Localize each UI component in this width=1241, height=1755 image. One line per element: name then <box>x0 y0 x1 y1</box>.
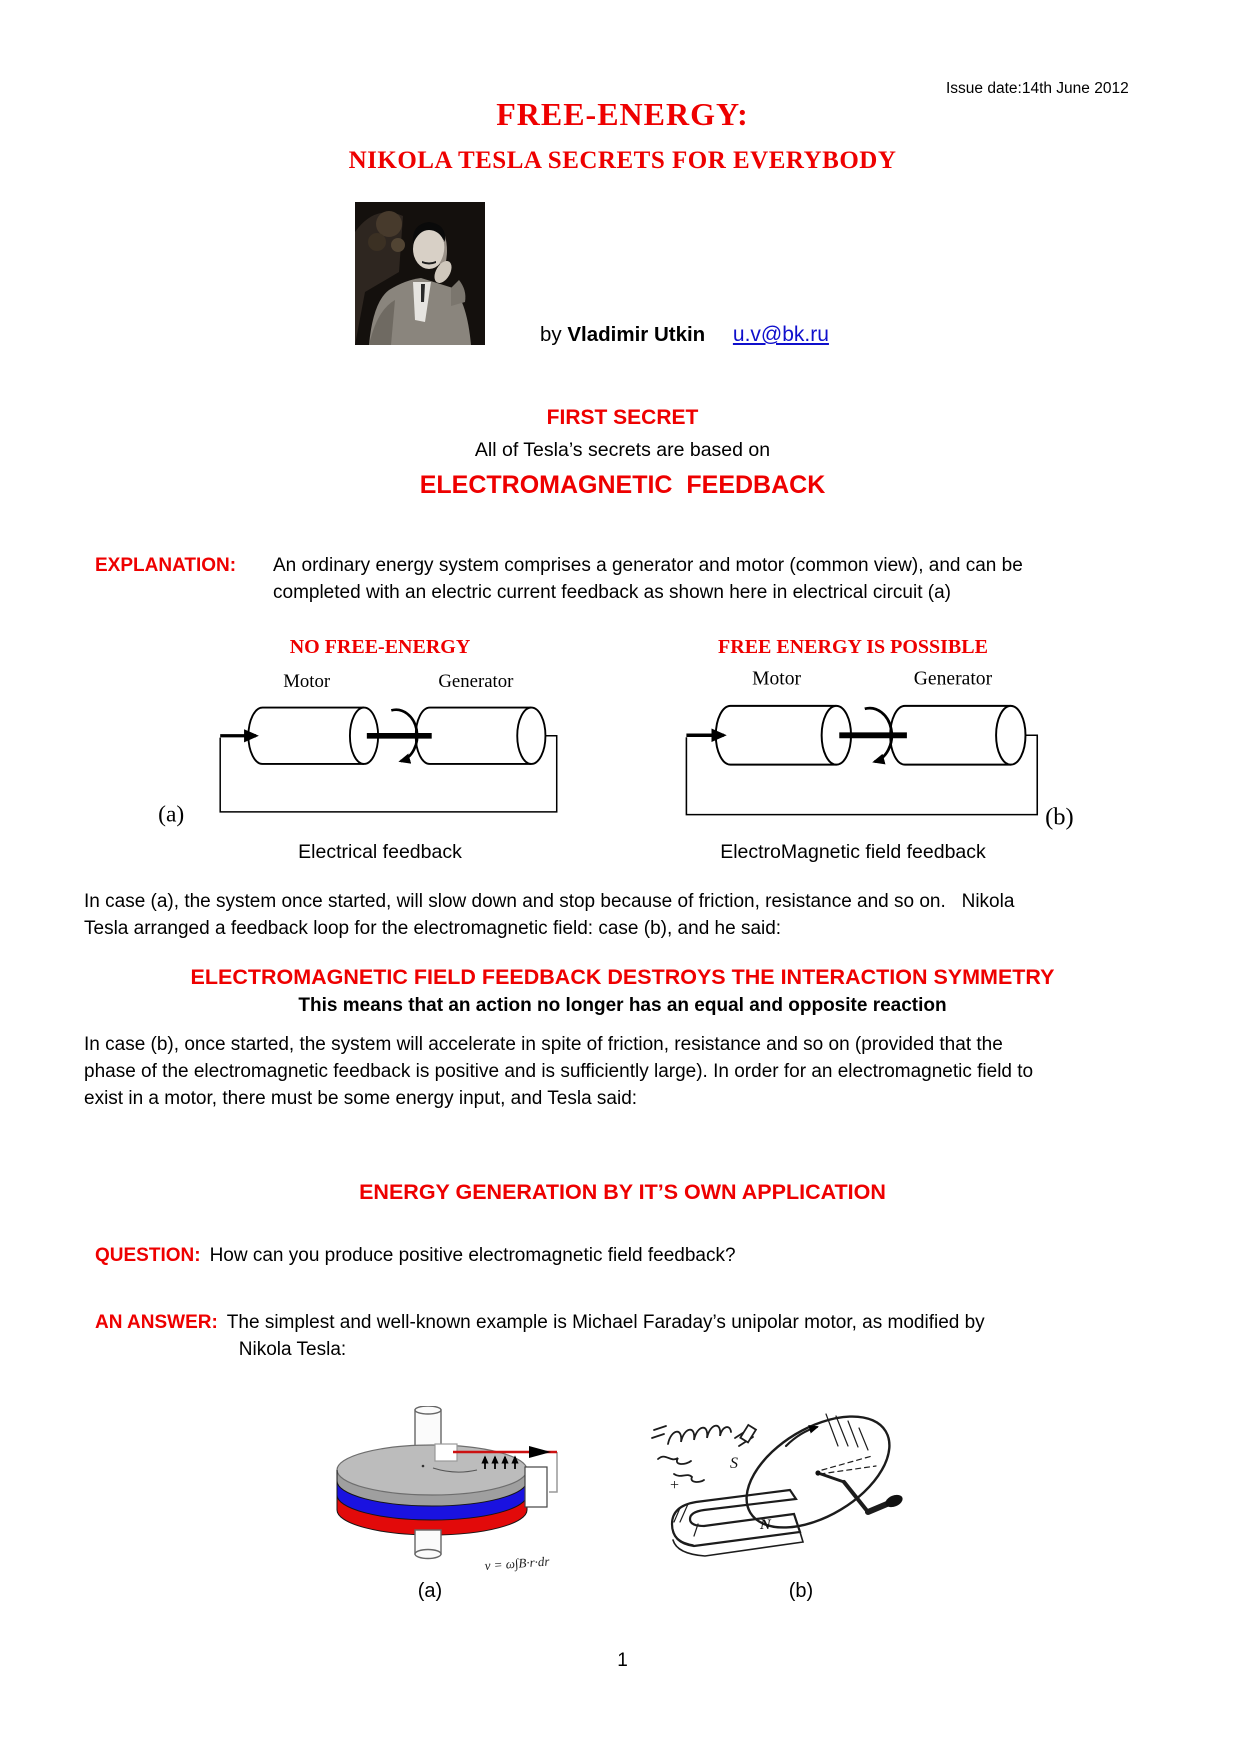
crank-grip <box>868 1504 887 1512</box>
answer-text <box>227 1309 985 1363</box>
motor-cylinder <box>248 708 378 764</box>
answer-line2: Nikola Tesla: <box>238 1339 347 1360</box>
horseshoe-magnet <box>672 1490 800 1546</box>
figure-a-label: (a) <box>417 1580 443 1602</box>
para2-line2: phase of the electromagnetic feedback is positive and is sufficiently large). In order for an electromagnetic field to <box>84 1061 1034 1082</box>
motor-generator-diagram-a <box>145 663 615 833</box>
coil <box>668 1426 731 1444</box>
diagram-left-caption: Electrical feedback <box>298 841 462 863</box>
diagram-em-feedback <box>608 636 1098 864</box>
explanation-line2: completed with an electric current feedback as shown here in electrical circuit (a) <box>273 582 951 603</box>
diagram-left-heading: NO FREE-ENERGY <box>289 636 471 658</box>
sketch-lines <box>652 1404 908 1556</box>
generator-label: Generator <box>913 668 993 690</box>
unipolar-motor-drawing <box>283 1406 578 1584</box>
explanation-text <box>273 552 1023 606</box>
page-title: FREE-ENERGY: <box>496 96 749 132</box>
motor-cylinder <box>716 706 851 765</box>
binding-post <box>740 1425 756 1442</box>
disk-layers <box>337 1445 527 1535</box>
para2-line1: In case (b), once started, the system will accelerate in spite of friction, resistance and so on (provided that the <box>84 1034 1003 1055</box>
fig-b-label: (b) <box>1045 803 1074 831</box>
current-arrow <box>529 1446 551 1458</box>
diagram-right-caption: ElectroMagnetic field feedback <box>720 841 986 863</box>
para2-line3: exist in a motor, there must be some energy input, and Tesla said: <box>84 1088 638 1109</box>
question-text: How can you produce positive electromagnetic field feedback? <box>209 1245 736 1266</box>
symmetry-heading: ELECTROMAGNETIC FIELD FEEDBACK DESTROYS THE INTERACTION SYMMETRY <box>190 965 1055 989</box>
first-secret-lead: All of Tesla’s secrets are based on <box>474 439 771 461</box>
page-subtitle: NIKOLA TESLA SECRETS FOR EVERYBODY <box>348 147 897 174</box>
south-pole-label: S <box>730 1455 738 1472</box>
symmetry-subheading: This means that an action no longer has an equal and opposite reaction <box>298 995 947 1016</box>
unipolar-motor-figure <box>283 1406 578 1584</box>
paragraph-case-b <box>84 1031 1184 1112</box>
motor-generator-diagram-b <box>608 663 1098 833</box>
motor-label: Motor <box>283 670 331 692</box>
wire-squiggle-1 <box>658 1457 691 1464</box>
north-pole-label: N <box>760 1517 771 1533</box>
tesla-portrait-photo <box>355 202 485 345</box>
diagram-right-heading: FREE ENERGY IS POSSIBLE <box>718 636 988 658</box>
emf-formula: v = ω∫B·r·dr <box>484 1553 550 1573</box>
feedback-wire <box>686 735 1037 814</box>
email-link[interactable]: u.v@bk.ru <box>732 323 829 346</box>
disk-center <box>815 1470 820 1475</box>
tesla-portrait-drawing <box>355 202 485 345</box>
explanation-block <box>95 552 1023 606</box>
figure-b-label: (b) <box>788 1580 814 1602</box>
answer-line1: The simplest and well-known example is Michael Faraday’s unipolar motor, as modified by <box>226 1312 985 1333</box>
lead-marks <box>652 1426 666 1438</box>
feedback-wire <box>220 736 557 812</box>
crank-arm <box>844 1482 868 1512</box>
axle-stub <box>821 1474 844 1482</box>
generator-cylinder <box>416 708 546 764</box>
byline-prefix: by <box>540 323 562 346</box>
explanation-line1: An ordinary energy system comprises a generator and motor (common view), and can be <box>273 555 1023 576</box>
faraday-motor-figure <box>640 1404 925 1579</box>
radial-dashes <box>820 1456 876 1474</box>
answer-block <box>95 1309 985 1363</box>
para1-line1: In case (a), the system once started, will slow down and stop because of friction, resistance and so on. Nikola <box>84 891 1015 912</box>
issue-date: Issue date:14th June 2012 <box>946 80 1129 97</box>
paragraph-case-a <box>84 888 1184 942</box>
faraday-motor-sketch <box>640 1404 925 1579</box>
explanation-label: EXPLANATION: <box>95 555 237 576</box>
motor-label: Motor <box>752 668 802 690</box>
para1-line2: Tesla arranged a feedback loop for the electromagnetic field: case (b), and he said: <box>84 918 782 939</box>
plus-mark: + <box>670 1477 680 1494</box>
principle-heading: ELECTROMAGNETIC FEEDBACK <box>419 471 826 499</box>
energy-generation-heading: ENERGY GENERATION BY IT’S OWN APPLICATION <box>359 1180 886 1204</box>
author-name: Vladimir Utkin <box>567 323 706 346</box>
disk-outline <box>728 1404 909 1550</box>
question-label: QUESTION: <box>95 1245 201 1266</box>
first-secret-heading: FIRST SECRET <box>546 406 699 429</box>
question-block <box>95 1245 736 1267</box>
fig-a-label: (a) <box>158 801 185 828</box>
answer-label: AN ANSWER: <box>95 1312 218 1333</box>
axle-bottom <box>415 1530 441 1559</box>
generator-cylinder <box>890 706 1025 765</box>
generator-label: Generator <box>438 670 514 692</box>
diagram-electrical-feedback <box>145 636 615 864</box>
page-number: 1 <box>617 1650 628 1671</box>
byline <box>540 323 829 347</box>
